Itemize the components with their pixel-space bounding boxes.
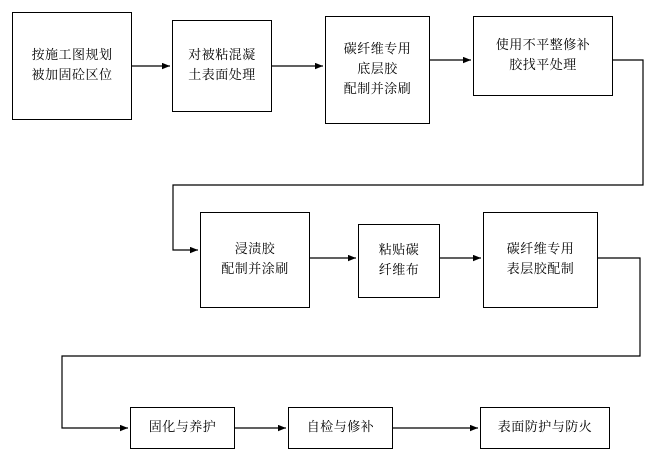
- flow-node-label: 配制并涂刷: [221, 262, 289, 277]
- flow-node-label: 对被粘混凝: [188, 48, 256, 63]
- flow-node-label: 表面防护与防火: [497, 420, 593, 435]
- flow-node-label: 底层胶: [357, 62, 398, 77]
- flow-node-n5[interactable]: [200, 212, 310, 308]
- flow-node-n8[interactable]: [130, 407, 235, 449]
- flow-node-label: 土表面处理: [188, 68, 256, 83]
- flow-node-label: 使用不平整修补: [495, 38, 591, 53]
- flow-node-n3[interactable]: [325, 16, 430, 124]
- flow-node-label: 浸渍胶: [234, 242, 276, 257]
- flow-node-label: 碳纤维专用: [506, 242, 575, 257]
- flow-node-label: 胶找平处理: [509, 58, 577, 73]
- flow-node-n6[interactable]: [358, 224, 440, 298]
- flow-node-label: 碳纤维专用: [343, 42, 412, 57]
- flow-node-label: 配制并涂刷: [343, 82, 412, 97]
- flow-node-label: 表层胶配制: [506, 262, 575, 277]
- flow-node-n4[interactable]: [473, 16, 613, 96]
- flow-node-n7[interactable]: [483, 212, 598, 308]
- flow-node-label: 粘贴碳: [378, 243, 420, 258]
- flow-node-label: 固化与养护: [148, 420, 217, 435]
- flow-node-label: 按施工图规划: [31, 48, 113, 63]
- flow-node-n1[interactable]: [12, 12, 132, 120]
- flow-node-label: 纤维布: [378, 263, 420, 278]
- flow-node-n2[interactable]: [172, 20, 272, 112]
- flow-node-label: 自检与修补: [306, 420, 375, 435]
- flow-node-n9[interactable]: [288, 407, 393, 449]
- flow-node-label: 被加固砼区位: [31, 68, 113, 83]
- flow-node-n10[interactable]: [480, 407, 610, 449]
